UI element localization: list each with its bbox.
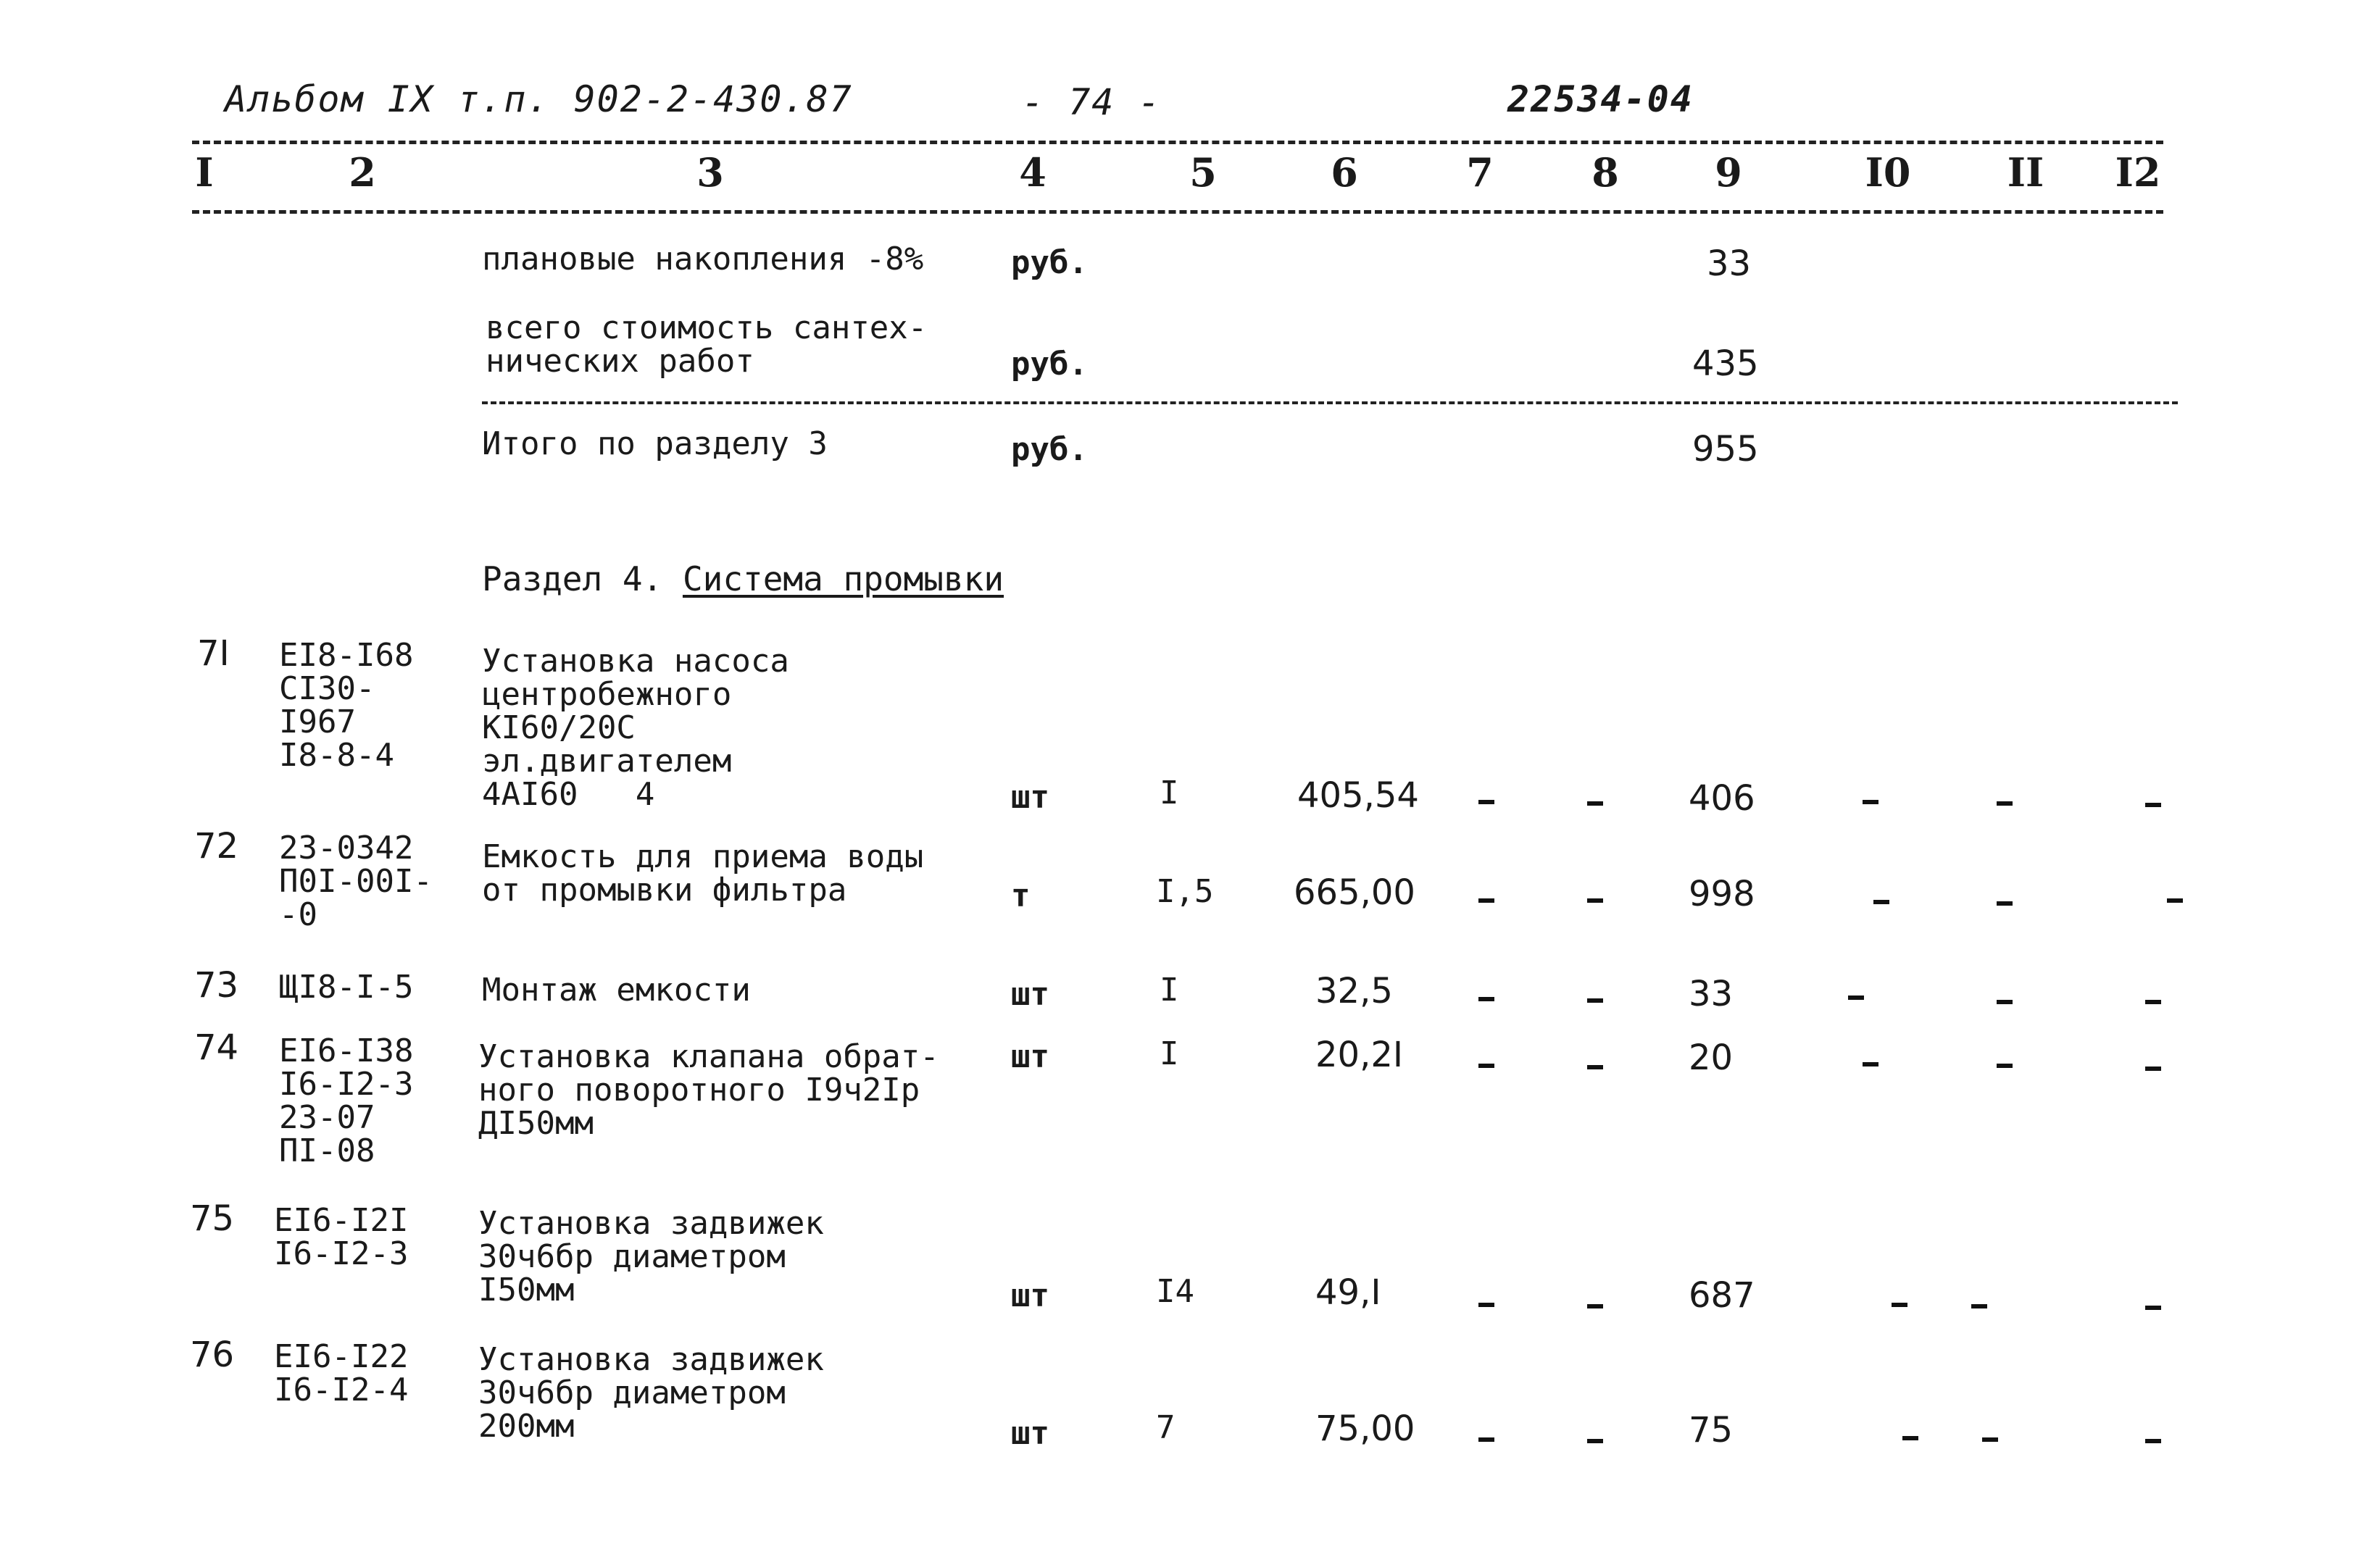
row-col11-dash	[1997, 801, 2013, 806]
document-code: 22534-04	[1507, 78, 1694, 120]
row-price: 75,00	[1315, 1408, 1415, 1449]
row-col11-dash	[1982, 1437, 1998, 1442]
header-top-rule	[192, 141, 2163, 144]
row-price: 32,5	[1315, 971, 1393, 1011]
column-header-4: 4	[1019, 149, 1047, 196]
row-col8-dash	[1587, 1304, 1603, 1308]
column-header-3: 3	[696, 149, 724, 196]
column-header-8: 8	[1591, 149, 1619, 196]
row-price: 49,I	[1315, 1272, 1381, 1313]
row-col10-dash	[1873, 900, 1889, 904]
row-description: Емкость для приема воды от промывки фильтра	[482, 838, 924, 909]
row-code: EI6-I2I I6-I2-3	[274, 1202, 409, 1272]
row-code: EI6-I38 I6-I2-3 23-07 ПI-08	[279, 1032, 414, 1169]
summary-total: 33	[1707, 243, 1752, 284]
row-col12-dash	[2145, 1000, 2161, 1004]
row-col7-dash	[1478, 1064, 1494, 1068]
summary-label: плановые накопления -8%	[482, 241, 924, 277]
summary-label: Итого по разделу 3	[482, 425, 828, 462]
row-col12-dash	[2145, 1066, 2161, 1071]
row-quantity: I	[1160, 775, 1179, 811]
row-quantity: I,5	[1156, 873, 1214, 910]
row-col8-dash	[1587, 898, 1603, 903]
column-header-6: 6	[1331, 149, 1358, 196]
row-col10-dash	[1892, 1303, 1907, 1307]
summary-total: 955	[1692, 429, 1759, 469]
row-col12-dash	[2167, 898, 2183, 903]
column-header-1: I	[195, 149, 214, 196]
section-prefix: Раздел 4.	[482, 559, 663, 598]
row-col11-dash	[1997, 901, 2013, 906]
row-col7-dash	[1478, 1437, 1494, 1442]
row-description: Установка насоса центробежного KI60/20C эл.двигателем 4AI60 4	[482, 643, 789, 813]
row-col10-dash	[1848, 995, 1864, 1000]
row-col8-dash	[1587, 1065, 1603, 1069]
section-heading	[482, 559, 1004, 598]
row-code: EI8-I68 CI30- I967 I8-8-4	[279, 637, 414, 774]
row-number: 7I	[197, 633, 230, 674]
row-col11-dash	[1997, 1000, 2013, 1004]
summary-unit: руб.	[1011, 346, 1088, 383]
row-price: 405,54	[1297, 775, 1419, 816]
row-unit: шт	[1011, 1415, 1049, 1452]
summary-total: 435	[1692, 343, 1759, 384]
summary-label: всего стоимость сантех- нических работ	[486, 309, 928, 380]
row-col8-dash	[1587, 998, 1603, 1003]
row-col12-dash	[2145, 803, 2161, 807]
row-total: 406	[1689, 778, 1755, 819]
summary-unit: руб.	[1011, 431, 1088, 468]
header-bottom-rule	[192, 210, 2163, 214]
row-description: Монтаж емкости	[482, 972, 751, 1009]
album-reference: Альбом IX т.п. 902-2-430.87	[225, 78, 853, 120]
row-col8-dash	[1587, 1439, 1603, 1443]
row-quantity: I	[1160, 1035, 1179, 1072]
row-col8-dash	[1587, 801, 1603, 806]
section-title: Система промывки	[682, 559, 1004, 598]
row-total: 33	[1689, 974, 1734, 1014]
row-number: 74	[194, 1027, 239, 1068]
page-number: - 74 -	[1022, 81, 1162, 123]
row-col11-dash	[1997, 1064, 2013, 1068]
row-col11-dash	[1971, 1304, 1987, 1308]
row-total: 687	[1689, 1275, 1755, 1316]
row-col7-dash	[1478, 997, 1494, 1001]
row-number: 72	[194, 826, 239, 867]
row-unit: шт	[1011, 976, 1049, 1013]
row-code: ЩI8-I-5	[279, 969, 414, 1006]
row-unit: т	[1011, 877, 1031, 914]
row-col10-dash	[1902, 1436, 1918, 1440]
row-total: 998	[1689, 874, 1755, 914]
row-number: 73	[194, 965, 239, 1006]
row-total: 75	[1689, 1410, 1734, 1450]
row-unit: шт	[1011, 1038, 1049, 1075]
subtotal-rule	[482, 401, 2178, 404]
row-col7-dash	[1478, 898, 1494, 903]
row-col7-dash	[1478, 800, 1494, 804]
row-description: Установка клапана обрат- ного поворотного I9ч2Iр ДI50мм	[478, 1038, 939, 1142]
row-col10-dash	[1863, 800, 1878, 804]
row-quantity: 7	[1156, 1409, 1176, 1446]
column-header-9: 9	[1715, 149, 1742, 196]
column-header-11: II	[2007, 149, 2044, 196]
row-description: Установка задвижек 30ч6бр диаметром I50мм	[478, 1205, 824, 1308]
row-col12-dash	[2145, 1306, 2161, 1310]
row-price: 665,00	[1294, 872, 1415, 913]
row-quantity: I	[1160, 972, 1179, 1009]
column-header-12: I2	[2115, 149, 2161, 196]
column-header-10: I0	[1865, 149, 1911, 196]
row-unit: шт	[1011, 779, 1049, 816]
row-total: 20	[1689, 1038, 1734, 1078]
column-header-5: 5	[1189, 149, 1217, 196]
column-header-2: 2	[349, 149, 376, 196]
row-code: 23-0342 П0I-00I- -0	[279, 830, 433, 933]
row-price: 20,2I	[1315, 1035, 1404, 1075]
row-number: 75	[190, 1198, 235, 1239]
summary-unit: руб.	[1011, 244, 1088, 281]
row-unit: шт	[1011, 1277, 1049, 1314]
row-col7-dash	[1478, 1303, 1494, 1307]
row-description: Установка задвижек 30ч6бр диаметром 200мм	[478, 1341, 824, 1445]
row-col12-dash	[2145, 1439, 2161, 1443]
row-number: 76	[190, 1335, 235, 1375]
row-quantity: I4	[1156, 1273, 1194, 1310]
row-code: EI6-I22 I6-I2-4	[274, 1338, 409, 1408]
column-header-7: 7	[1466, 149, 1494, 196]
row-col10-dash	[1863, 1062, 1878, 1066]
